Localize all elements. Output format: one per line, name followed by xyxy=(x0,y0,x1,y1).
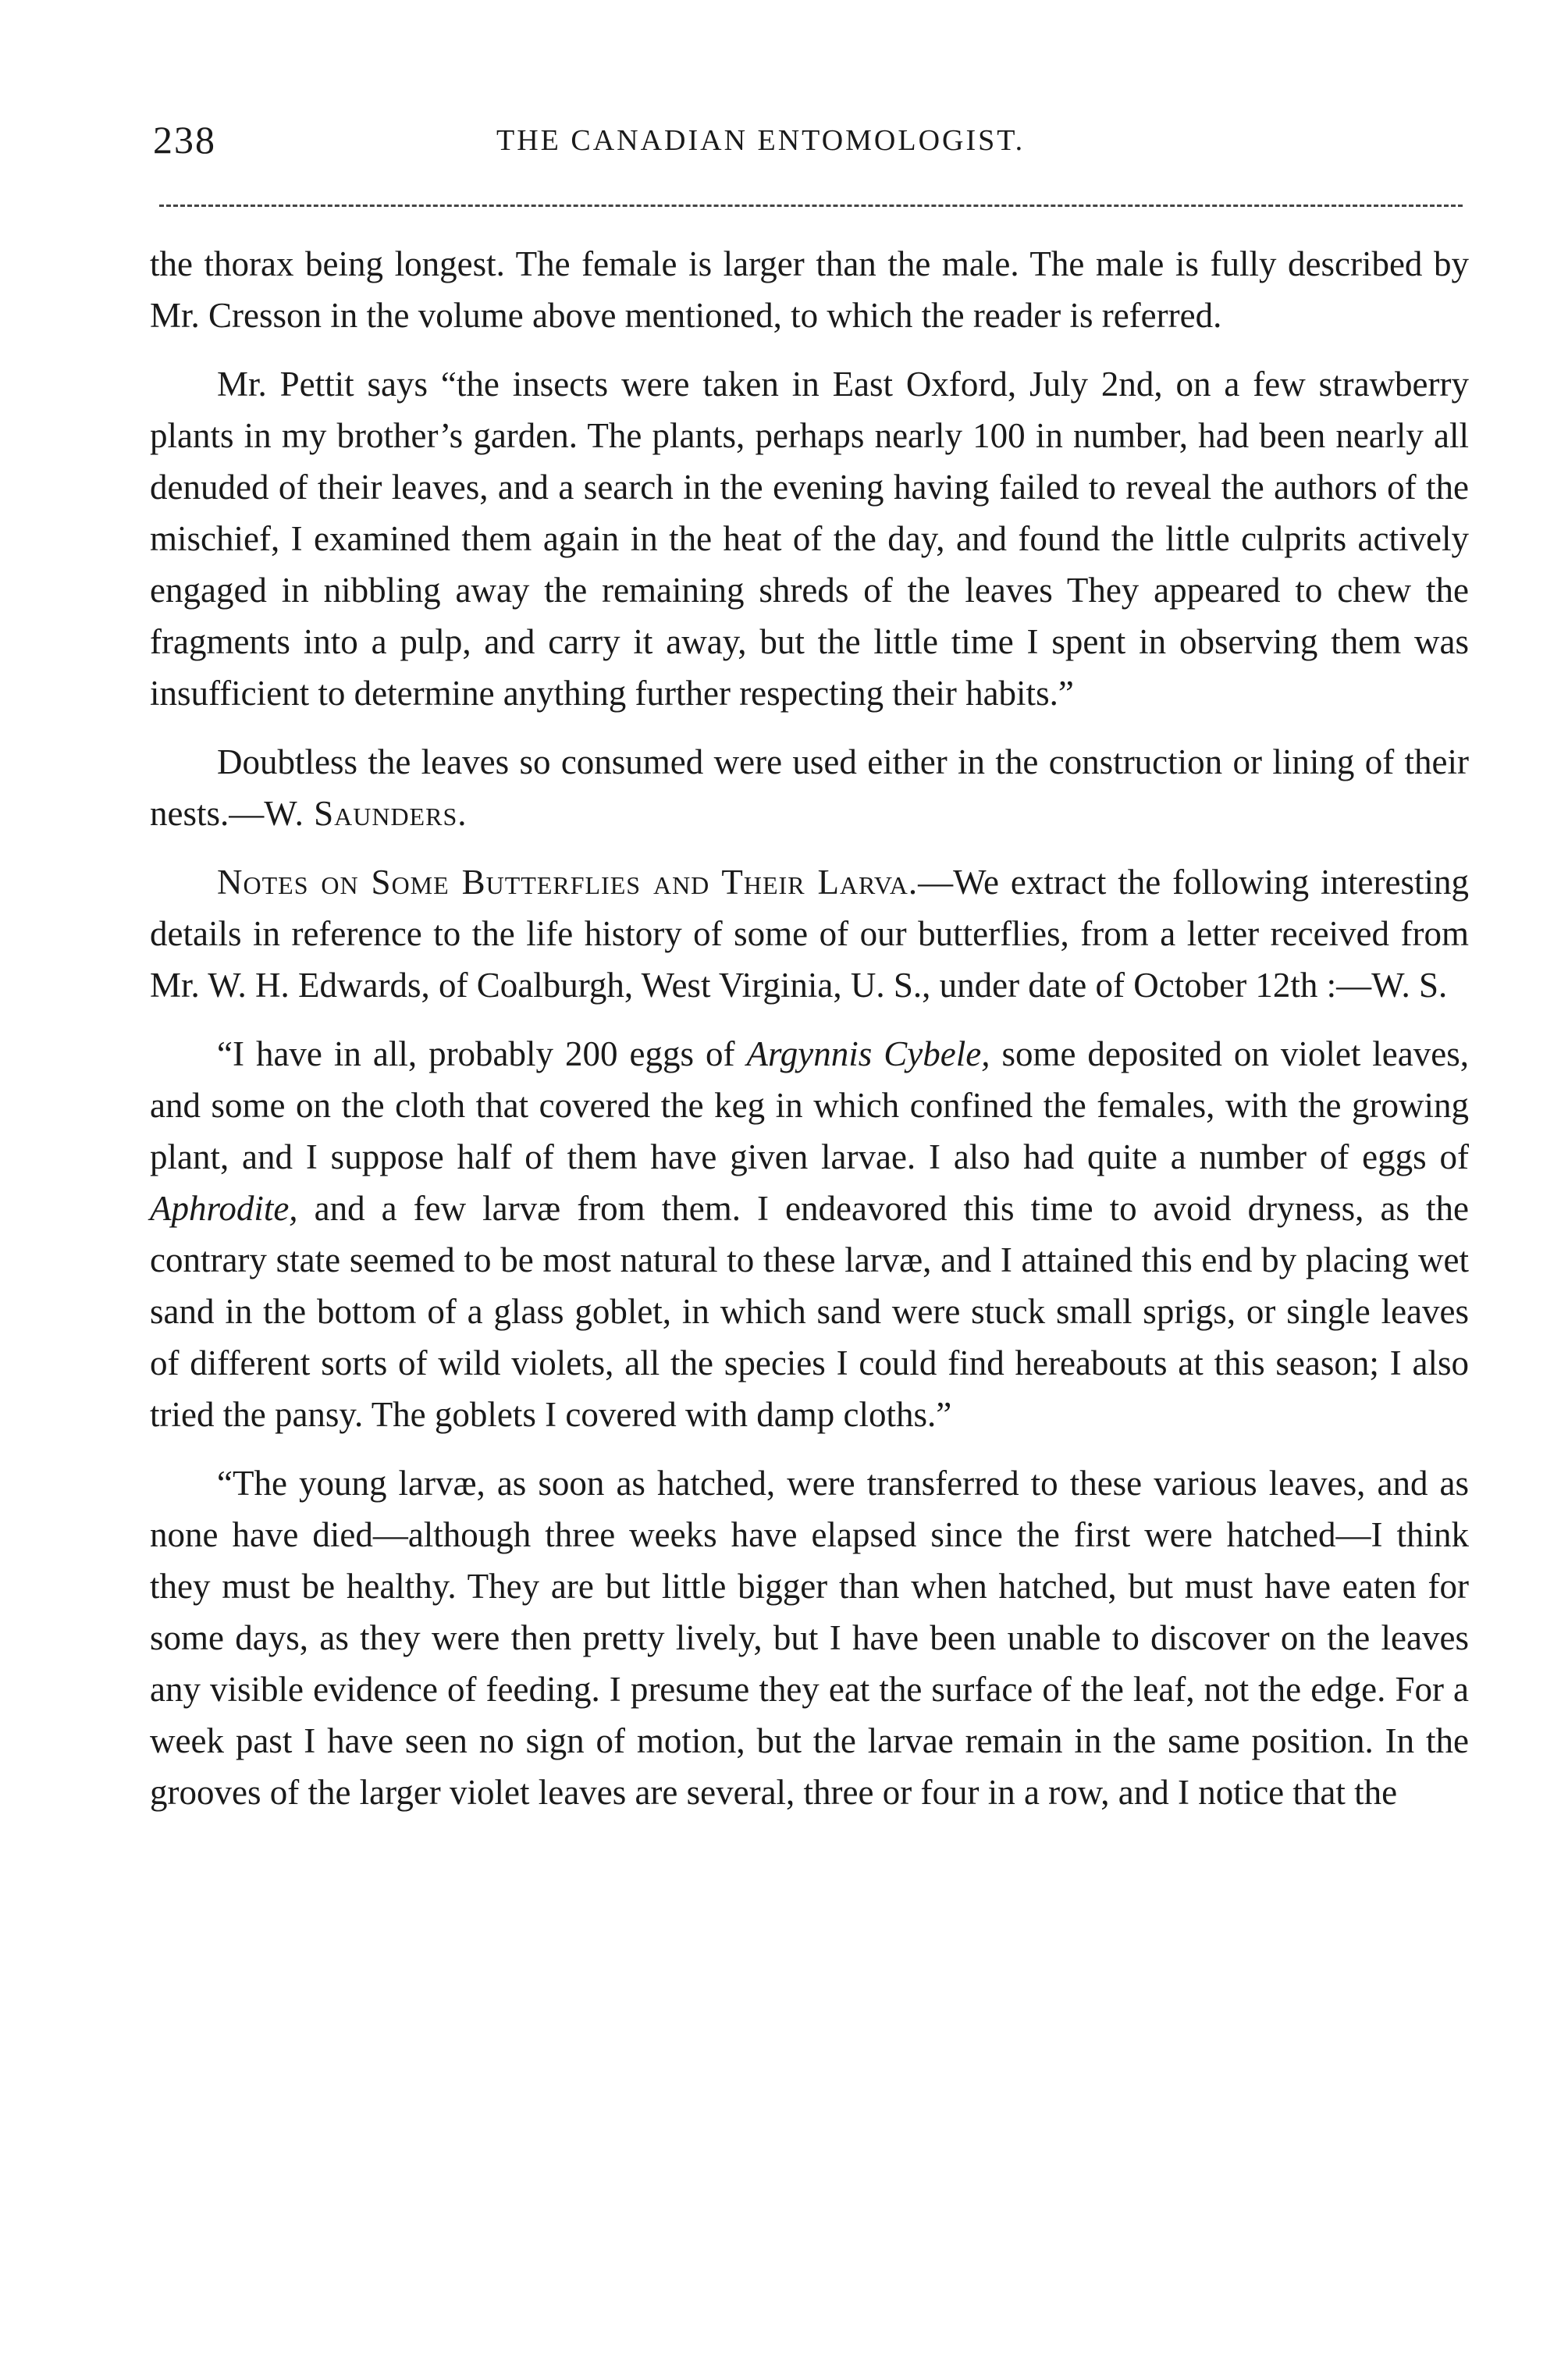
running-title: THE CANADIAN ENTOMOLOGIST. xyxy=(496,124,1026,157)
section-heading: Notes on Some Butterflies and Their Larva. xyxy=(217,863,919,902)
paragraph-5 xyxy=(150,1028,1469,1440)
paragraph-5-part-c: and a few larvæ from them. I endeavored this time to avoid dryness, as the contrary state seemed to be most natural to these larvæ, and I attained this end by placing wet sand in the bottom of a glass goblet, in which sand were stuck small sprigs, or single leaves of different sorts of wild violets, all the species I could find hereabouts at this season; I also tried the pansy. The goblets I covered with damp cloths.” xyxy=(150,1189,1469,1434)
paragraph-3 xyxy=(150,736,1469,839)
paragraph-4 xyxy=(150,856,1469,1011)
header-rule xyxy=(159,205,1463,207)
page-number: 238 xyxy=(153,118,216,162)
species-name-aphrodite: Aphrodite, xyxy=(150,1189,298,1228)
article-body xyxy=(150,238,1469,1829)
paragraph-5-part-b: some deposited on violet leaves, and some on the cloth that covered the keg in which confined the females, with the growing plant, and I suppose half of them have given larvae. I also had quite a number of eggs of xyxy=(150,1034,1469,1176)
paragraph-6: “The young larvæ, as soon as hatched, were transferred to these various leaves, and as none have died—although three weeks have elapsed since the first were hatched—I think they must be healthy. They are but little bigger than when hatched, but must have eaten for some days, as they were then pretty lively, but I have been unable to discover on the leaves any visible evidence of feeding. I presume they eat the surface of the leaf, not the edge. For a week past I have seen no sign of motion, but the larvae remain in the same position. In the grooves of the larger violet leaves are several, three or four in a row, and I notice that the xyxy=(150,1464,1469,1812)
signature: W. Saunders. xyxy=(264,794,468,833)
page-header xyxy=(153,117,1464,180)
paragraph-3-text: Doubtless the leaves so consumed were used either in the construction or lining of their nests.— xyxy=(150,742,1469,833)
species-name-cybele: Argynnis Cybele, xyxy=(746,1034,990,1073)
paragraph-2: Mr. Pettit says “the insects were taken in East Oxford, July 2nd, on a few strawberry plants in my brother’s garden. The plants, perhaps nearly 100 in number, had been nearly all denuded of their leaves, and a search in the evening having failed to reveal the authors of the mischief, I examined them again in the heat of the day, and found the little culprits actively engaged in nibbling away the remaining shreds of the leaves They appeared to chew the fragments into a pulp, and carry it away, but the little time I spent in observing them was insufficient to determine anything further respecting their habits.” xyxy=(150,365,1469,713)
paragraph-1: the thorax being longest. The female is larger than the male. The male is fully described by Mr. Cresson in the volume above mentioned, to which the reader is referred. xyxy=(150,244,1469,335)
paragraph-5-part-a: “I have in all, probably 200 eggs of xyxy=(217,1034,747,1073)
paragraph-4-text: —We extract the following interesting details in reference to the life history of some of our butterflies, from a letter received from Mr. W. H. Edwards, of Coalburgh, West Virginia, U. S., under date of October 12th :—W. S. xyxy=(150,863,1469,1005)
